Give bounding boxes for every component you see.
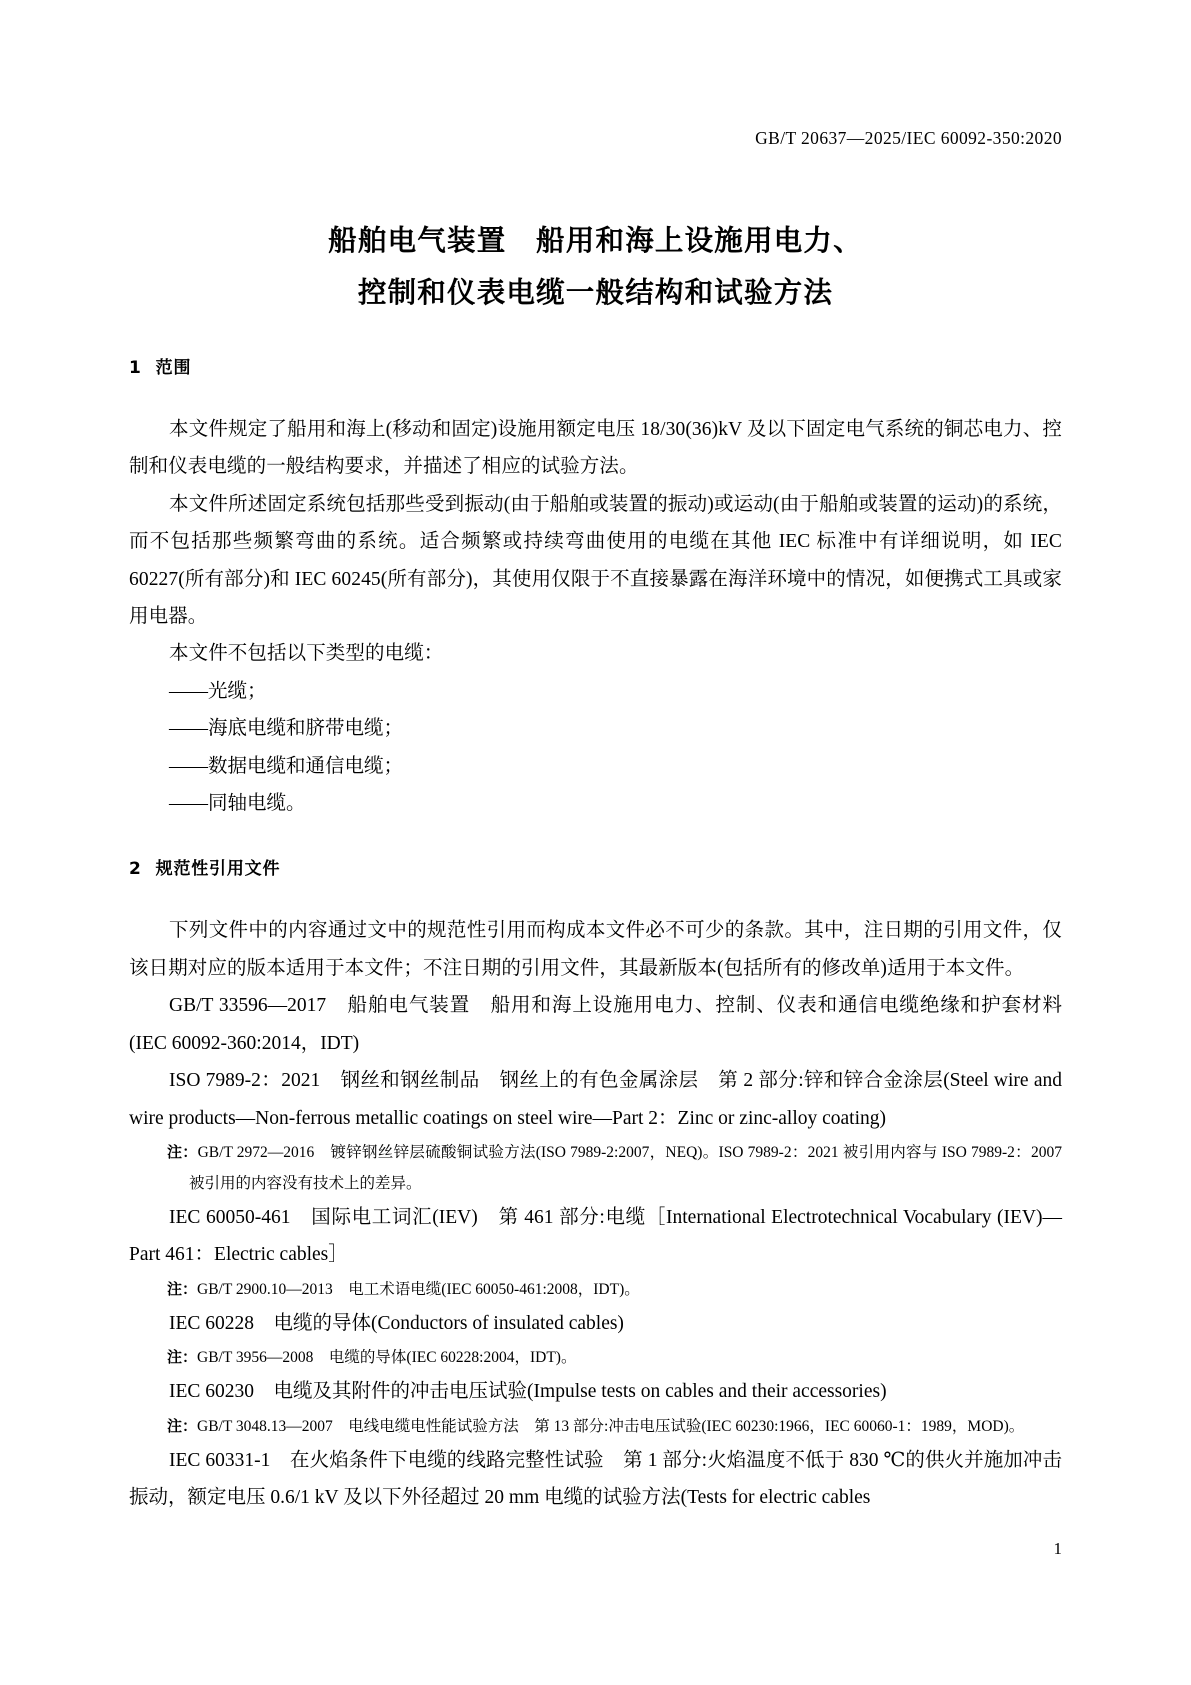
excluded-item: ——同轴电缆。 xyxy=(169,793,306,815)
normative-note xyxy=(129,1137,1062,1199)
scope-paragraph-3: 本文件不包括以下类型的电缆： xyxy=(169,643,444,665)
normative-note xyxy=(129,1411,1062,1442)
scope-paragraph-2: 本文件所述固定系统包括那些受到振动(由于船舶或装置的振动)或运动(由于船舶或装置的运动)的系统，而不包括那些频繁弯曲的系统。适合频繁或持续弯曲使用的电缆在其他 IEC 标准中有详细说明，如 IEC 60227(所有部分)和 IEC 60245(所有部分)，其使用仅限于不直接暴露在海洋环境中的情况，如便携式工具或家用电器。 xyxy=(129,493,1062,628)
normative-ref-entry: GB/T 33596—2017 船舶电气装置 船用和海上设施用电力、控制、仪表和通信电缆绝缘和护套材料(IEC 60092-360:2014，IDT) xyxy=(129,995,1062,1054)
excluded-item: ——光缆； xyxy=(169,680,267,702)
clause-number-1: 1 xyxy=(129,358,142,378)
note-label: 注： xyxy=(167,1348,198,1367)
page-number: 1 xyxy=(1053,1539,1062,1558)
normative-ref-entry: IEC 60228 电缆的导体(Conductors of insulated cables) xyxy=(169,1312,624,1334)
running-header xyxy=(755,128,1062,149)
clause-title-1: 范围 xyxy=(155,358,192,378)
normative-ref-entry: ISO 7989-2：2021 钢丝和钢丝制品 钢丝上的有色金属涂层 第 2 部分:锌和锌合金涂层(Steel wire and wire products—Non-ferrous metallic coatings on steel wire—Part 2：Zinc or zinc-alloy coating) xyxy=(129,1070,1062,1129)
note-text: GB/T 3048.13—2007 电线电缆电性能试验方法 第 13 部分:冲击电压试验(IEC 60230:1966，IEC 60060-1：1989，MOD)。 xyxy=(197,1417,1025,1435)
title-line-1: 船舶电气装置 船用和海上设施用电力、 xyxy=(328,224,863,257)
standard-code: GB/T 20637—2025/IEC 60092-350:2020 xyxy=(755,128,1062,148)
normative-note xyxy=(129,1342,1062,1373)
normative-intro: 下列文件中的内容通过文中的规范性引用而构成本文件必不可少的条款。其中，注日期的引用文件，仅该日期对应的版本适用于本文件；不注日期的引用文件，其最新版本(包括所有的修改单)适用于本文件。 xyxy=(129,920,1062,979)
document-title xyxy=(0,215,1191,319)
clause-heading-1 xyxy=(129,355,1062,381)
clause-title-2: 规范性引用文件 xyxy=(155,859,281,880)
scope-paragraph-1: 本文件规定了船用和海上(移动和固定)设施用额定电压 18/30(36)kV 及以下固定电气系统的铜芯电力、控制和仪表电缆的一般结构要求，并描述了相应的试验方法。 xyxy=(129,419,1062,478)
spacer xyxy=(129,381,1062,411)
clause-number-2: 2 xyxy=(129,859,142,880)
clause-heading-2 xyxy=(129,856,1062,882)
note-text: GB/T 2900.10—2013 电工术语电缆(IEC 60050-461:2008，IDT)。 xyxy=(197,1280,640,1298)
spacer xyxy=(129,822,1062,856)
note-label: 注： xyxy=(167,1142,198,1161)
document-body xyxy=(129,355,1062,1516)
note-text: GB/T 3956—2008 电缆的导体(IEC 60228:2004，IDT)。 xyxy=(197,1349,577,1367)
normative-ref-entry: IEC 60331-1 在火焰条件下电缆的线路完整性试验 第 1 部分:火焰温度不低于 830 ℃的供火并施加冲击振动，额定电压 0.6/1 kV 及以下外径超过 20 mm 电缆的试验方法(Tests for electric cables xyxy=(129,1449,1062,1508)
title-line-2: 控制和仪表电缆一般结构和试验方法 xyxy=(357,276,834,309)
excluded-item: ——海底电缆和脐带电缆； xyxy=(169,718,404,740)
excluded-item: ——数据电缆和通信电缆； xyxy=(169,755,404,777)
normative-ref-entry: IEC 60230 电缆及其附件的冲击电压试验(Impulse tests on cables and their accessories) xyxy=(169,1381,887,1403)
normative-ref-entry: IEC 60050-461 国际电工词汇(IEV) 第 461 部分:电缆［International Electrotechnical Vocabulary (IEV)—Part 461：Electric cables］ xyxy=(129,1206,1062,1266)
note-label: 注： xyxy=(167,1416,198,1435)
note-label: 注： xyxy=(167,1279,198,1298)
note-text: GB/T 2972—2016 镀锌钢丝锌层硫酸铜试验方法(ISO 7989-2:2007，NEQ)。ISO 7989-2：2021 被引用内容与 ISO 7989-2：2007 被引用的内容没有技术上的差异。 xyxy=(189,1143,1062,1192)
spacer xyxy=(129,882,1062,912)
normative-note xyxy=(129,1274,1062,1305)
